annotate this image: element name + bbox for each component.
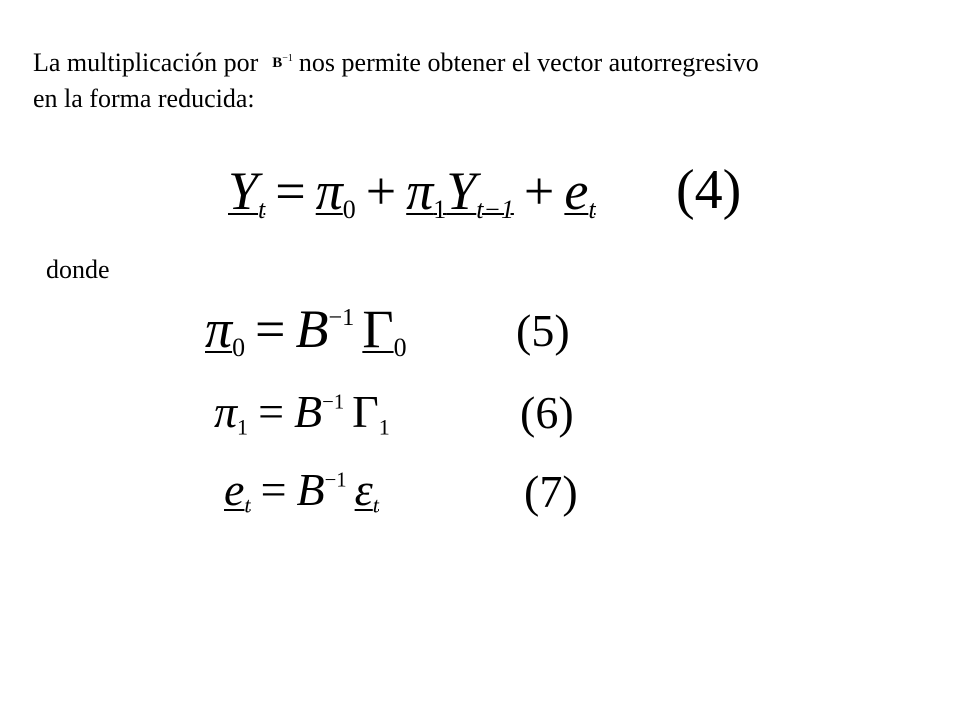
subscript-1: 1 <box>237 414 249 440</box>
plus-sign: + <box>523 161 555 221</box>
subscript-t: t <box>244 492 251 518</box>
equation-number-5: (5) <box>516 305 570 356</box>
subscript-0: 0 <box>393 333 407 363</box>
e-t-symbol <box>224 464 251 518</box>
gamma-symbol: Γ <box>352 386 379 437</box>
y-symbol: Y <box>228 161 259 221</box>
epsilon-symbol: ε <box>354 464 373 515</box>
b-symbol: B <box>295 299 329 359</box>
y-t-minus-1-symbol <box>446 161 514 225</box>
subscript-t: t <box>258 195 266 225</box>
pi-symbol: π <box>406 161 434 221</box>
equals-sign: = <box>258 386 285 437</box>
subscript-0: 0 <box>342 195 356 225</box>
subscript-t-minus-1: t−1 <box>476 195 514 225</box>
subscript-1: 1 <box>433 195 447 225</box>
equals-sign: = <box>260 464 287 515</box>
equals-sign: = <box>275 161 306 221</box>
pi-symbol: π <box>214 386 238 437</box>
e-symbol: e <box>564 161 589 221</box>
subscript-t: t <box>372 492 379 518</box>
exponent-minus-1: −1 <box>322 391 345 414</box>
equation-number-4: (4) <box>676 159 742 221</box>
pi-0-symbol <box>315 161 356 225</box>
gamma-0-symbol <box>362 299 407 363</box>
gamma-symbol: Γ <box>362 299 394 359</box>
y-t-symbol <box>228 161 266 225</box>
equation-4 <box>228 160 596 225</box>
intro-text-after: nos permite obtener el vector autorregresivo <box>298 48 759 77</box>
inline-b-exponent: −1 <box>282 53 293 64</box>
y-symbol: Y <box>446 161 477 221</box>
equation-5 <box>205 298 407 363</box>
subscript-0: 0 <box>232 333 246 363</box>
pi-symbol: π <box>205 299 233 359</box>
donde-label: donde <box>46 255 110 284</box>
subscript-1: 1 <box>378 414 390 440</box>
equation-6 <box>214 385 390 441</box>
e-t-symbol <box>564 161 596 225</box>
equation-7 <box>224 463 379 519</box>
epsilon-t-symbol <box>354 464 379 518</box>
intro-line-2: en la forma reducida: <box>33 84 255 113</box>
plus-sign: + <box>365 161 397 221</box>
subscript-t: t <box>588 195 596 225</box>
exponent-minus-1: −1 <box>324 469 347 492</box>
inline-b-symbol: B <box>272 55 283 71</box>
equation-number-6: (6) <box>520 387 574 438</box>
inline-b-inverse <box>272 41 293 81</box>
equation-number-7: (7) <box>524 466 578 517</box>
intro-text-before: La multiplicación por <box>33 48 259 77</box>
intro-paragraph <box>33 41 759 117</box>
exponent-minus-1: −1 <box>328 304 355 332</box>
equals-sign: = <box>255 299 286 359</box>
e-symbol: e <box>224 464 245 515</box>
intro-line-1 <box>33 41 759 81</box>
pi-0-symbol <box>205 299 246 363</box>
pi-symbol: π <box>315 161 343 221</box>
b-symbol: B <box>294 386 323 437</box>
gamma-1-symbol <box>352 386 390 440</box>
pi-1-symbol <box>214 386 249 440</box>
b-symbol: B <box>296 464 325 515</box>
pi-1-symbol <box>406 161 447 225</box>
